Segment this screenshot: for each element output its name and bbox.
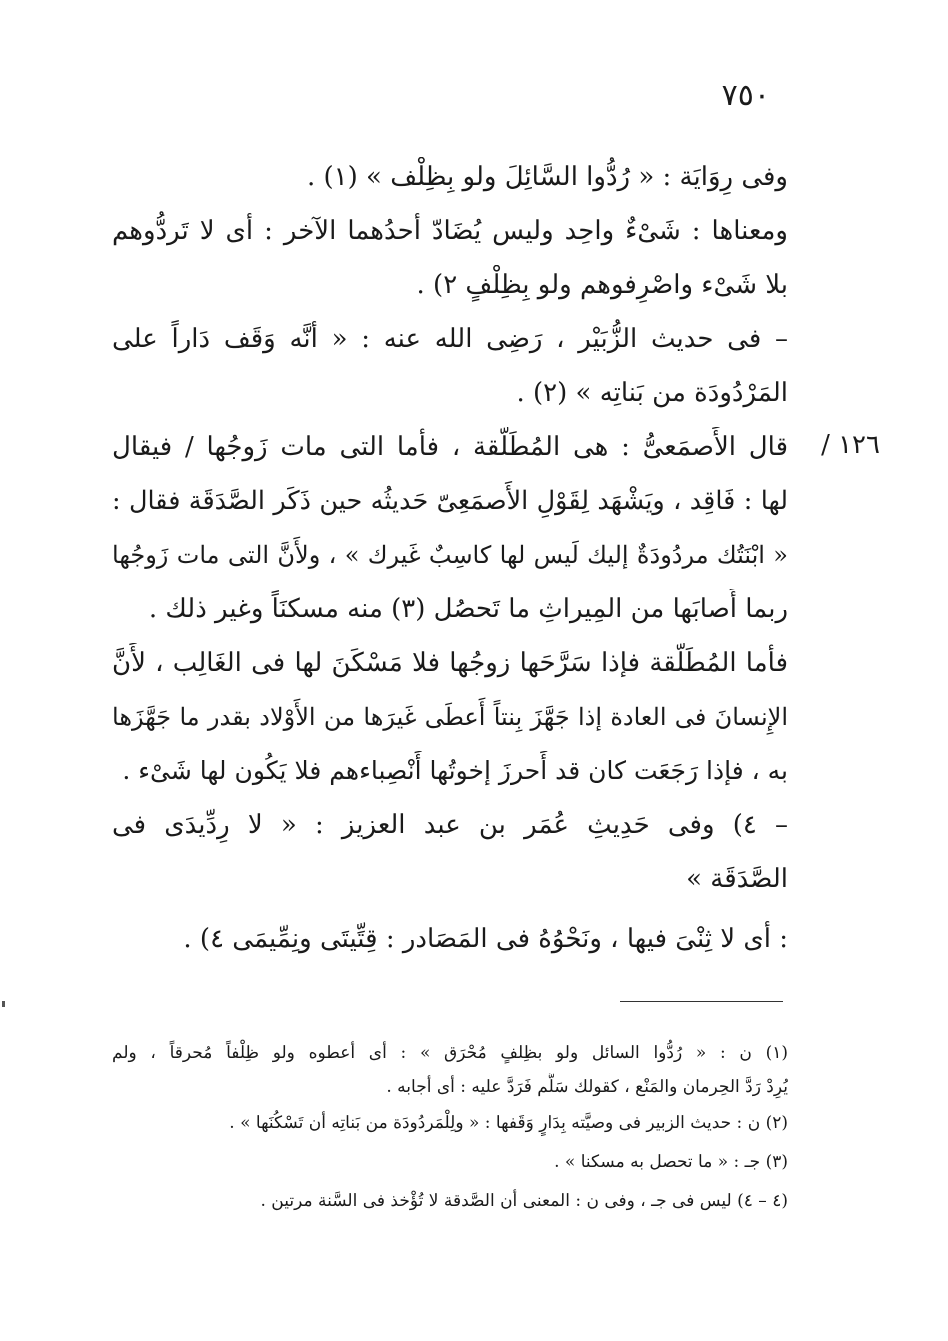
page-number: ٧٥٠ [721, 78, 770, 113]
body-line: – فى حديث الزُّبَيْر ، رَضِى الله عنه : « أنَّه وَقَف دَاراً على [112, 324, 788, 354]
margin-note: ١٢٦ / [821, 430, 880, 460]
scan-edge-mark [2, 1001, 5, 1007]
body-line: الصَّدَقَة » [686, 864, 788, 894]
body-line: المَرْدُودَة من بَناتِه » (٢) . [516, 378, 788, 408]
body-line: – ٤) وفى حَدِيثِ عُمَر بن عبد العزيز : « لا رِدِّيدَى فى [112, 810, 788, 840]
body-line: وفى رِوَايَة : « رُدُّوا السَّائِلَ ولو بِظِلْف » (١) . [306, 162, 788, 192]
body-line: به ، فإذا رَجَعَت كان قد أَحرزَ إخوتُها أَنْصِباءهم فلا يَكُون لها شَىْء . [122, 756, 788, 785]
body-line: لها : فَاقِد ، ويَشْهَد لِقَوْلِ الأَصمَعِىّ حَديثُه حين ذَكَر الصَّدَقَة فقال : [112, 486, 788, 516]
footnote-line: (٣) جـ : « ما تحصل به مسكنا » . [554, 1152, 788, 1172]
body-line: « ابْنَتُك مردُودَةٌ إليك لَيس لها كاسِبٌ غَيرك » ، ولأَنَّ التى مات زَوجُها [112, 541, 788, 569]
footnote-line: (٢) ن : حديث الزبير فى وصيَّته بِدَارٍ وَقَفها : « ولِلْمَردُودَة من بَناتِه أن تَسْكُنَها » . [229, 1113, 788, 1133]
footnote-line: يُرِدْ رَدَّ الحِرمان والمَنْع ، كقولك سَلَّم فَرَدَّ عليه : أى أجابه . [386, 1077, 788, 1097]
footnote-line: (١) ن : « رُدُّوا السائل ولو بظِلفٍ مُحْرَق » : أى أعطوه ولو ظِلْفاً مُحرقاً ، ولم [112, 1043, 788, 1063]
body-line: بلا شَىْء واصْرِفوهم ولو بِظِلْفٍ ٢) . [416, 270, 788, 300]
body-line: قال الأَصمَعىُّ : هى المُطَلَّقة ، فأما التى مات زَوجُها / فيقال [112, 432, 788, 462]
body-line: ربما أَصابَها من المِيراثِ ما تَحصُل (٣) منه مسكنَاً وغير ذلك . [148, 594, 788, 624]
footnote-line: (٤ – ٤) ليس فى جـ ، وفى ن : المعنى أن الصَّدقة لا تُؤْخذ فى السَّنة مرتين . [260, 1191, 788, 1211]
body-line: الإِنسانَ فى العادة إذا جَهَّزَ بِنتاً أَعطَى غَيرَها من الأَوْلاد بقدر ما جَهَّزَها [112, 703, 788, 731]
body-line: : أى لا ثِنْىَ فيها ، ونَحْوُهُ فى المَصَادر : قِتِّيتَى ونِمِّيمَى ٤) . [183, 924, 788, 954]
body-line: ومعناها : شَىْءٌ واحِد وليس يُضَادّ أحدُهما الآخر : أى لا تَردُّوهم [112, 216, 788, 246]
body-line: فأما المُطَلَّقة فإذا سَرَّحَها زوجُها فلا مَسْكَنَ لها فى الغَالِب ، لأَنَّ [112, 648, 788, 678]
footnote-separator [620, 1001, 783, 1002]
